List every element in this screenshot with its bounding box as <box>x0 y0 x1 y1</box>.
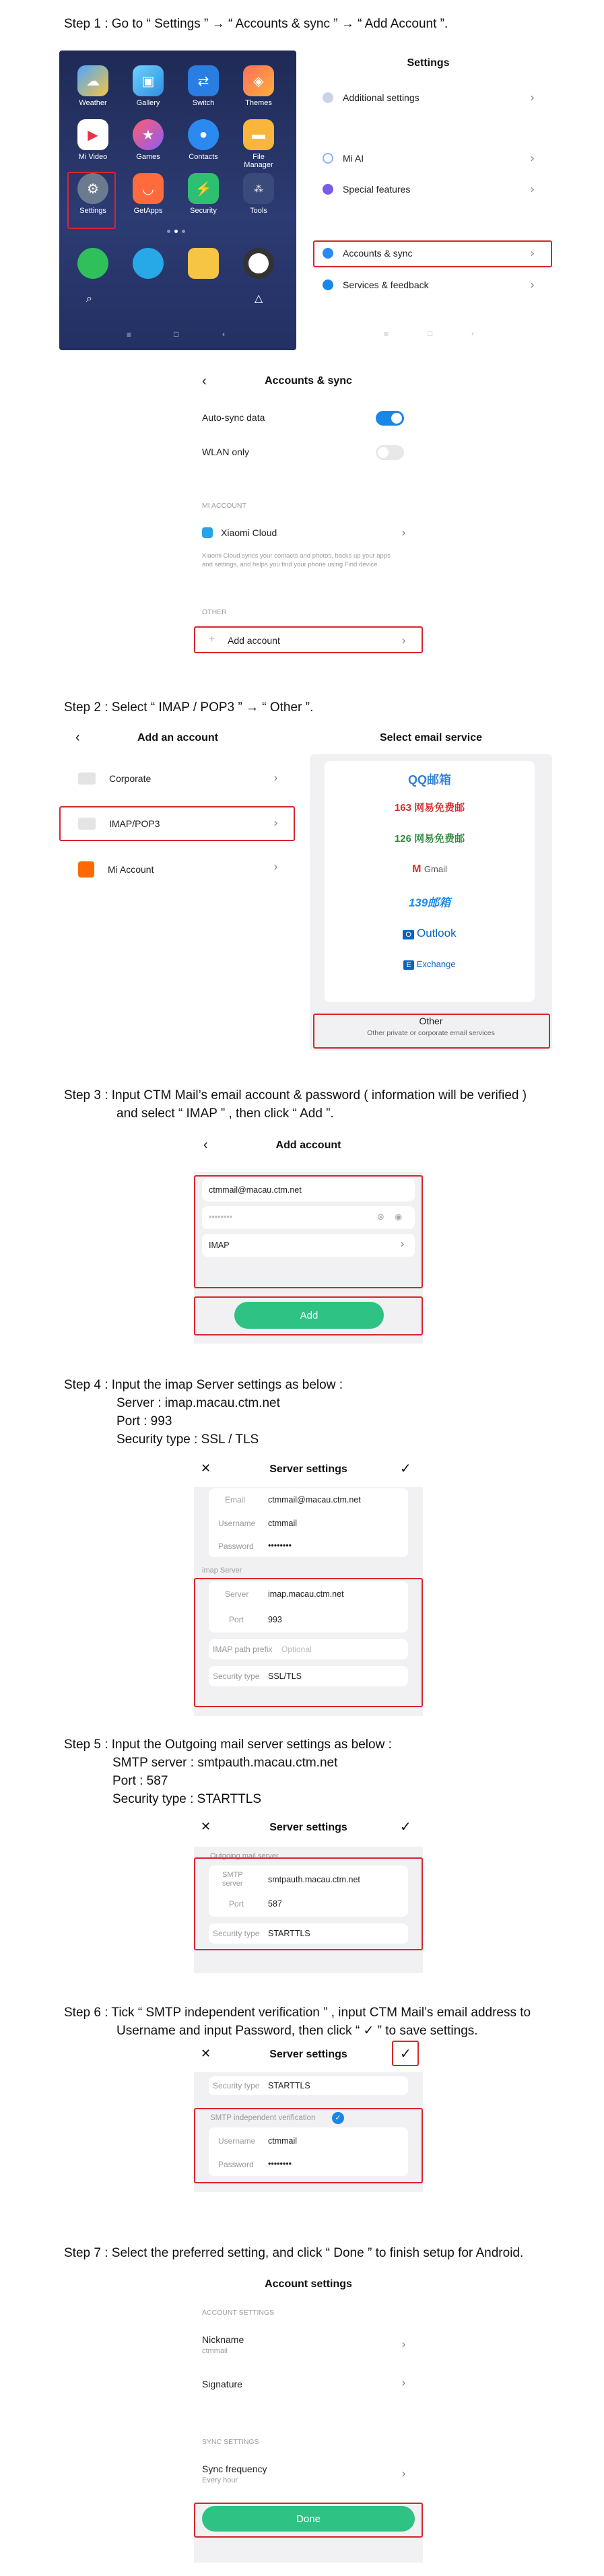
add-account-item[interactable]: Add account <box>228 635 280 646</box>
auto-sync-toggle[interactable] <box>376 411 404 426</box>
nav-back-icon[interactable]: ‹ <box>222 329 225 339</box>
step-1-text: Step 1 : Go to “ Settings ” → “ Accounts & sync ” → “ Add Account ”. <box>64 17 448 31</box>
step-6-text: Step 6 : Tick “ SMTP independent verification ” , input CTM Mail’s email address to Username and input Password, then click “ ✓ ” to save settings. <box>64 2006 531 2038</box>
chevron-right-icon: › <box>530 183 535 197</box>
step-4-text: Step 4 : Input the imap Server settings as below : Server : imap.macau.ctm.net Port : 993 Security type : SSL / TLS <box>64 1378 343 1447</box>
gallery-icon: ▣ <box>133 65 164 96</box>
imap-section-label: imap Server <box>202 1566 242 1575</box>
settings-item-special[interactable]: Special features <box>323 184 538 195</box>
settings-title: Settings <box>407 57 450 69</box>
plus-icon: + <box>209 634 215 645</box>
xiaomi-cloud-desc: Xiaomi Cloud syncs your contacts and photos, backs up your apps and settings, and helps you find your phone using Find device. <box>202 552 391 568</box>
highlight-other <box>313 1014 550 1049</box>
service-other[interactable]: Other Other private or corporate email services <box>367 1016 495 1037</box>
server-settings-title: Server settings <box>269 1463 347 1475</box>
page-indicator <box>167 230 185 233</box>
chevron-right-icon: › <box>400 1237 405 1251</box>
outgoing-section-label: Outgoing mail server <box>210 1852 279 1860</box>
verify-credentials-card: Username ctmmail Password •••••••• <box>209 2127 408 2176</box>
settings-item-accounts-sync[interactable]: Accounts & sync <box>323 248 538 259</box>
shield-icon: ⚡ <box>188 173 219 204</box>
app-security[interactable]: ⚡ Security <box>183 173 224 215</box>
add-button[interactable]: Add <box>234 1302 384 1329</box>
app-games[interactable]: ★ Games <box>128 119 168 161</box>
smtp-port-field[interactable]: 587 <box>268 1899 282 1909</box>
password-input[interactable]: •••••••• ⊗ ◉ <box>202 1206 415 1229</box>
assistant-icon[interactable]: △ <box>255 293 263 304</box>
account-settings-title: Account settings <box>265 2278 352 2290</box>
mi-ai-icon <box>323 153 333 164</box>
messaging-app-icon[interactable] <box>133 248 164 279</box>
settings-screen <box>306 51 550 350</box>
verify-username-field[interactable]: ctmmail <box>268 2136 298 2146</box>
app-mi-video[interactable]: ▶ Mi Video <box>73 119 113 161</box>
mi-account-header: MI ACCOUNT <box>202 502 246 510</box>
cloud-icon <box>202 527 213 538</box>
exchange-icon: E <box>403 960 413 970</box>
tools-grid-icon: ⁂ <box>243 173 274 204</box>
service-outlook[interactable]: O Outlook <box>325 927 535 940</box>
email-service-title: Select email service <box>379 732 483 744</box>
chevron-right-icon: › <box>401 526 407 540</box>
done-button[interactable]: Done <box>202 2506 415 2532</box>
imap-server-field[interactable]: imap.macau.ctm.net <box>268 1589 344 1599</box>
service-139[interactable]: 139邮箱 <box>408 896 451 909</box>
highlight-verify-credentials <box>194 2108 423 2183</box>
highlight-imap-settings <box>194 1578 423 1707</box>
confirm-check-icon[interactable]: ✓ <box>400 1461 411 1476</box>
special-features-icon <box>323 184 333 195</box>
app-file-manager[interactable]: ▬ File Manager <box>238 119 279 169</box>
close-icon[interactable]: ✕ <box>201 1461 211 1475</box>
nickname-item[interactable]: Nickname <box>202 2334 244 2345</box>
weather-icon: ☁ <box>77 65 108 96</box>
nav-home-icon[interactable]: □ <box>428 329 433 338</box>
camera-app-icon[interactable] <box>243 248 274 279</box>
wlan-only-label: WLAN only <box>202 447 250 457</box>
nav-back-icon[interactable]: ‹ <box>471 329 474 338</box>
app-getapps[interactable]: ◡ GetApps <box>128 173 168 215</box>
folder-icon: ▬ <box>243 119 274 150</box>
highlight-done-button <box>194 2503 423 2538</box>
chevron-right-icon: › <box>530 91 535 105</box>
highlight-accounts-sync <box>313 240 552 267</box>
gmail-icon: M <box>412 863 424 875</box>
nav-menu-icon[interactable]: ≡ <box>127 330 132 339</box>
smtp-server-field[interactable]: smtpauth.macau.ctm.net <box>268 1875 360 1884</box>
service-qq[interactable]: QQ邮箱 <box>407 773 451 787</box>
xiaomi-cloud-item[interactable]: Xiaomi Cloud <box>202 527 277 538</box>
signature-item[interactable]: Signature <box>202 2379 242 2389</box>
shopping-bag-icon: ◡ <box>133 173 164 204</box>
path-prefix-card[interactable]: IMAP path prefix Optional <box>209 1639 408 1659</box>
email-field[interactable]: ctmmail@macau.ctm.net <box>268 1495 361 1505</box>
account-info-card: Email ctmmail@macau.ctm.net Username ctmmail Password •••••••• <box>209 1488 408 1557</box>
games-star-icon: ★ <box>133 119 164 150</box>
service-gmail[interactable]: M Gmail <box>412 863 447 875</box>
highlight-add-account <box>194 626 423 653</box>
app-gallery[interactable]: ▣ Gallery <box>128 65 168 107</box>
clear-icon[interactable]: ⊗ <box>377 1212 384 1222</box>
services-feedback-icon <box>323 279 333 290</box>
eye-icon[interactable]: ◉ <box>395 1212 403 1222</box>
app-weather[interactable]: ☁ Weather <box>73 65 113 107</box>
smtp-verification-label: SMTP independent verification <box>210 2114 316 2122</box>
service-126[interactable]: 126 网易免费邮 <box>394 833 465 845</box>
chevron-right-icon: › <box>273 816 279 830</box>
smtp-server-card: SMTP server smtpauth.macau.ctm.net Port 587 <box>209 1865 408 1917</box>
email-service-screen <box>310 727 552 1051</box>
app-switch[interactable]: ⇄ Switch <box>183 65 224 107</box>
step-3-text: Step 3 : Input CTM Mail’s email account & password ( information will be verified ) and select “ IMAP ” , then click “ Add ”. <box>64 1088 527 1121</box>
verification-checkbox[interactable]: ✓ <box>332 2112 344 2124</box>
wlan-only-toggle[interactable] <box>376 445 404 460</box>
highlight-checkmark <box>392 2041 419 2066</box>
chevron-right-icon: › <box>273 860 279 874</box>
nav-menu-icon[interactable]: ≡ <box>384 329 389 339</box>
verify-password-field[interactable]: •••••••• <box>268 2159 292 2169</box>
highlight-imap-pop3 <box>59 806 295 841</box>
add-account-title: Add account <box>275 1140 341 1151</box>
service-exchange[interactable]: E Exchange <box>325 959 535 969</box>
password-field[interactable]: •••••••• <box>268 1541 292 1550</box>
settings-item-services[interactable]: Services & feedback <box>323 279 538 290</box>
back-arrow-icon[interactable]: ‹ <box>203 1137 208 1152</box>
highlight-settings-app <box>67 172 116 229</box>
close-icon[interactable]: ✕ <box>201 1820 211 1833</box>
notes-app-icon[interactable] <box>188 248 219 279</box>
smtp-security-card[interactable]: Security type STARTTLS <box>209 1923 408 1944</box>
accounts-sync-title: Accounts & sync <box>265 375 352 387</box>
confirm-check-icon[interactable]: ✓ <box>400 1820 411 1835</box>
service-163[interactable]: 163 网易免费邮 <box>394 802 465 814</box>
outlook-icon: O <box>403 930 414 939</box>
chevron-right-icon: › <box>273 771 279 785</box>
sync-frequency-item[interactable]: Sync frequency <box>202 2464 267 2474</box>
themes-icon: ◈ <box>243 65 274 96</box>
chevron-right-icon: › <box>530 152 535 166</box>
gear-icon: ⚙ <box>77 173 108 204</box>
video-play-icon: ▶ <box>77 119 108 150</box>
nav-home-icon[interactable]: □ <box>174 329 179 339</box>
account-type-imap-pop3[interactable]: IMAP/POP3 <box>78 818 160 830</box>
verify-security-card[interactable]: Security type STARTTLS <box>209 2076 408 2095</box>
account-type-corporate[interactable]: Corporate <box>78 772 151 785</box>
add-an-account-title: Add an account <box>137 732 218 744</box>
close-icon[interactable]: ✕ <box>201 2047 211 2060</box>
app-themes[interactable]: ◈ Themes <box>238 65 279 107</box>
confirm-check-icon[interactable]: ✓ <box>400 2047 411 2061</box>
step-2-text: Step 2 : Select “ IMAP / POP3 ” → “ Other ”. <box>64 700 314 715</box>
email-service-list <box>325 761 535 1002</box>
sync-settings-section: SYNC SETTINGS <box>202 2438 259 2446</box>
back-arrow-icon[interactable]: ‹ <box>75 730 80 745</box>
highlight-account-fields <box>194 1175 423 1288</box>
settings-item-mi-ai[interactable]: Mi AI <box>323 153 538 164</box>
username-field[interactable]: ctmmail <box>268 1519 298 1528</box>
sync-frequency-value: Every hour <box>202 2476 238 2484</box>
app-settings[interactable]: ⚙ Settings <box>73 173 113 215</box>
settings-item-additional[interactable]: Additional settings <box>323 92 538 103</box>
additional-settings-icon <box>323 92 333 103</box>
highlight-add-button <box>194 1296 423 1335</box>
chevron-right-icon: › <box>401 2376 407 2390</box>
email-input[interactable]: ctmmail@macau.ctm.net <box>202 1179 415 1201</box>
step-7-text: Step 7 : Select the preferred setting, and click “ Done ” to finish setup for Android. <box>64 2246 524 2260</box>
account-type-mi-account[interactable]: Mi Account <box>78 861 154 878</box>
app-contacts[interactable]: ● Contacts <box>183 119 224 161</box>
chevron-right-icon: › <box>530 278 535 292</box>
nickname-value: ctmmail <box>202 2347 228 2355</box>
step-5-text: Step 5 : Input the Outgoing mail server settings as below : SMTP server : smtpauth.macau.ctm.net Port : 587 Security type : STARTTLS <box>64 1738 392 1806</box>
phone-app-icon[interactable] <box>77 248 108 279</box>
corporate-mail-icon <box>78 772 96 785</box>
chevron-right-icon: › <box>401 634 407 648</box>
back-arrow-icon[interactable]: ‹ <box>202 374 207 389</box>
imap-server-card: Server imap.macau.ctm.net Port 993 <box>209 1581 408 1632</box>
search-icon[interactable]: ⌕ <box>86 293 92 304</box>
app-tools[interactable]: ⁂ Tools <box>238 173 279 215</box>
contacts-icon: ● <box>188 119 219 150</box>
protocol-select[interactable]: IMAP › <box>202 1234 415 1257</box>
chevron-right-icon: › <box>401 2338 407 2352</box>
account-settings-section: ACCOUNT SETTINGS <box>202 2309 275 2317</box>
mi-logo-icon <box>78 861 94 878</box>
auto-sync-label: Auto-sync data <box>202 412 265 423</box>
switch-icon: ⇄ <box>188 65 219 96</box>
chevron-right-icon: › <box>530 246 535 261</box>
other-header: OTHER <box>202 608 227 616</box>
server-settings-title: Server settings <box>269 1822 347 1833</box>
highlight-smtp-settings <box>194 1857 423 1950</box>
imap-port-field[interactable]: 993 <box>268 1615 282 1624</box>
chevron-right-icon: › <box>401 2467 407 2481</box>
security-type-card[interactable]: Security type SSL/TLS <box>209 1666 408 1686</box>
server-settings-title: Server settings <box>269 2049 347 2060</box>
